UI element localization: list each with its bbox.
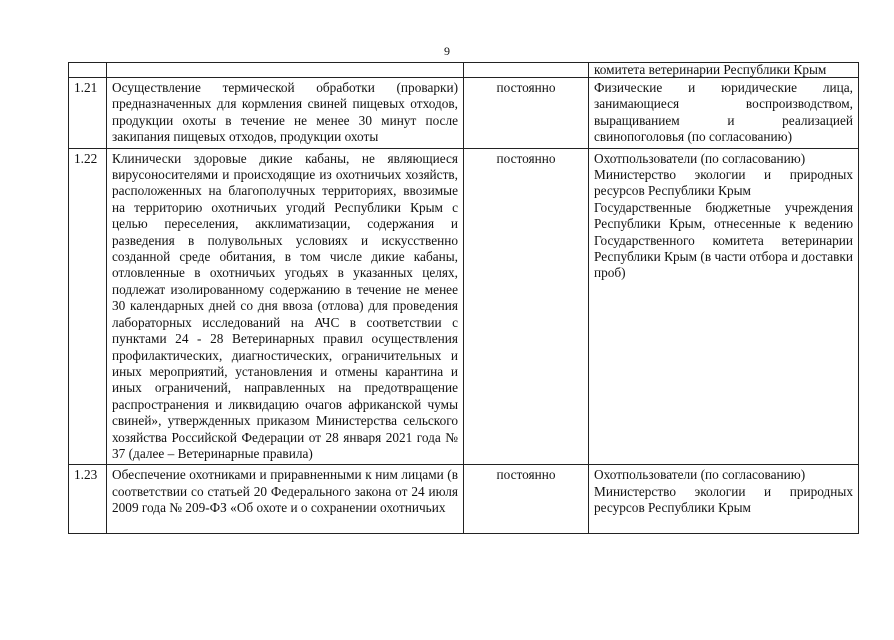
term-cell <box>464 63 589 78</box>
measure-text: Обеспечение охотниками и приравненными к ним лицами (в соответствии со статьей 20 Федерального закона от 24 июля 2009 года № 209-ФЗ «Об охоте и о сохранении охотничьих <box>112 467 458 516</box>
responsible-line: Охотпользователи (по согласованию) <box>594 467 806 483</box>
table-row-continuation <box>69 63 859 78</box>
responsible-line: Охотпользователи (по согласованию) <box>594 150 806 166</box>
responsible-cell <box>589 148 859 465</box>
row-number-cell: 1.21 <box>69 78 107 149</box>
term-cell <box>464 78 589 149</box>
measure-text-cell <box>107 63 464 78</box>
table-row-1-23 <box>69 465 859 534</box>
table-row-1-21 <box>69 78 859 149</box>
table-row-1-22 <box>69 148 859 465</box>
measure-text: Осуществление термической обработки (проварки) предназначенных для кормления свиней пищевых отходов, продукции охоты в течение не менее 30 минут после закипания пищевых отходов, продукции охоты <box>112 80 458 145</box>
measure-text-cell <box>107 465 464 534</box>
responsible-line: Министерство экологии и природных ресурсов Республики Крым <box>594 483 853 516</box>
responsible-cell <box>589 465 859 534</box>
responsible-cell: комитета ветеринарии Республики Крым <box>589 63 859 78</box>
responsible-line: Министерство экологии и природных ресурсов Республики Крым <box>594 167 853 199</box>
page-number: 9 <box>444 44 450 58</box>
measure-text-cell <box>107 148 464 465</box>
measure-text-cell <box>107 78 464 149</box>
responsible-text: Физические и юридические лица, занимающиеся воспроизводством, выращиванием и реализацией свинопоголовья (по согласованию) <box>594 80 853 145</box>
measure-text: Клинически здоровые дикие кабаны, не являющиеся вирусоносителями и происходящие из охотничьих хозяйств, расположенных на благополучных территориях, ввозимые на территорию охотничьих угодий Республики Крым с целью переселения, акклиматизации, содержания и разведения в полувольных условиях и искусственно созданной среде обитания, в том числе дикие кабаны, отловленные в охотничьих угодьях в указанных целях, подлежат изолированному содержанию в течение не менее 30 календарных дней со дня ввоза (отлова) для проведения лабораторных исследований на АЧС в соответствии с пунктами 24 - 28 Ветеринарных правил осуществления профилактических, диагностических, ограничительных и иных мероприятий, установления и отмены карантина и иных ограничений, направленных на предотвращение распространения и ликвидацию очагов африканской чумы свиней», утвержденных приказом Министерства сельского хозяйства Российской Федерации от 28 января 2021 года № 37 (далее – Ветеринарные правила) <box>112 150 458 461</box>
term-cell: постоянно <box>464 465 589 534</box>
responsible-cell <box>589 78 859 149</box>
row-number-cell <box>69 63 107 78</box>
row-number-cell: 1.23 <box>69 465 107 534</box>
responsible-line: Государственные бюджетные учреждения Республики Крым, отнесенные к ведению Государственного комитета ветеринарии Республики Крым (в части отбора и доставки проб) <box>594 199 853 281</box>
term-cell: постоянно <box>464 148 589 465</box>
measures-table <box>68 62 859 534</box>
row-number-cell: 1.22 <box>69 148 107 465</box>
term-text: постоянно <box>496 80 556 95</box>
